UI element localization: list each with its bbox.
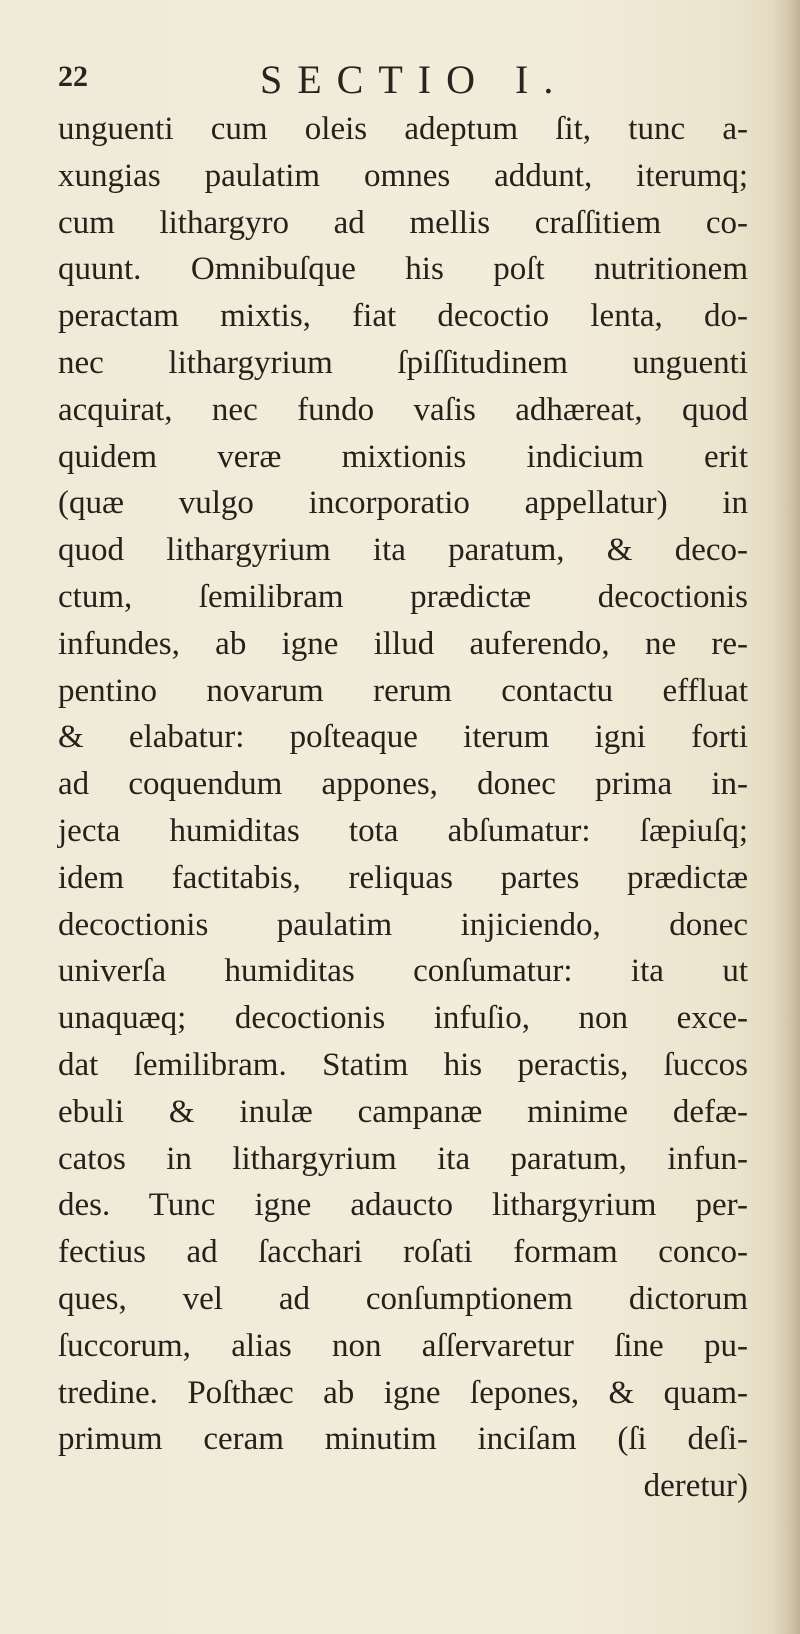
text-line: quod lithargyrium ita paratum, & deco- — [58, 532, 748, 569]
text-line: peractam mixtis, fiat decoctio lenta, do- — [58, 298, 748, 335]
latin-text-body — [58, 106, 748, 1510]
page-number: 22 — [58, 60, 88, 93]
text-line: (quæ vulgo incorporatio appellatur) in — [58, 485, 748, 522]
text-line: tredine. Poſthæc ab igne ſepones, & quam- — [58, 1374, 748, 1411]
text-line: cum lithargyro ad mellis craſſitiem co- — [58, 204, 748, 241]
text-line: decoctionis paulatim injiciendo, donec — [58, 906, 748, 943]
text-line: ebuli & inulæ campanæ minime defæ- — [58, 1093, 748, 1130]
text-line: ſuccorum, alias non aſſervaretur ſine pu- — [58, 1327, 748, 1364]
text-line: deretur) — [643, 1468, 748, 1505]
text-line: infundes, ab igne illud auferendo, ne re- — [58, 625, 748, 662]
text-line: xungias paulatim omnes addunt, iterumq; — [58, 157, 748, 194]
text-line: unguenti cum oleis adeptum ſit, tunc a- — [58, 111, 748, 147]
page-edge-shadow — [772, 0, 800, 1634]
text-line: jecta humiditas tota abſumatur: ſæpiuſq; — [58, 812, 748, 849]
text-line: & elabatur: poſteaque iterum igni forti — [58, 719, 748, 756]
text-line: ctum, ſemilibram prædictæ decoctionis — [58, 578, 748, 615]
text-line: pentino novarum rerum contactu effluat — [58, 672, 748, 709]
text-line: unaquæq; decoctionis infuſio, non exce- — [58, 1000, 748, 1037]
text-line: quidem veræ mixtionis indicium erit — [58, 438, 748, 475]
running-head: SECTIO I. — [260, 57, 569, 102]
text-line: acquirat, nec fundo vaſis adhæreat, quod — [58, 391, 748, 428]
text-line: ques, vel ad conſumptionem dictorum — [58, 1280, 748, 1317]
text-line: ad coquendum appones, donec prima in- — [58, 766, 748, 803]
text-line: fectius ad ſacchari roſati formam conco- — [58, 1234, 748, 1271]
text-line: primum ceram minutim inciſam (ſi deſi- — [58, 1421, 748, 1458]
text-line: catos in lithargyrium ita paratum, infun- — [58, 1140, 748, 1177]
text-line: des. Tunc igne adaucto lithargyrium per- — [58, 1187, 748, 1224]
page-header — [58, 56, 718, 100]
text-line: idem factitabis, reliquas partes prædictæ — [58, 859, 748, 896]
text-line: univerſa humiditas conſumatur: ita ut — [58, 953, 748, 990]
text-line: nec lithargyrium ſpiſſitudinem unguenti — [58, 344, 748, 381]
text-line: dat ſemilibram. Statim his peractis, ſuccos — [58, 1046, 748, 1083]
text-line: quunt. Omnibuſque his poſt nutritionem — [58, 251, 748, 288]
